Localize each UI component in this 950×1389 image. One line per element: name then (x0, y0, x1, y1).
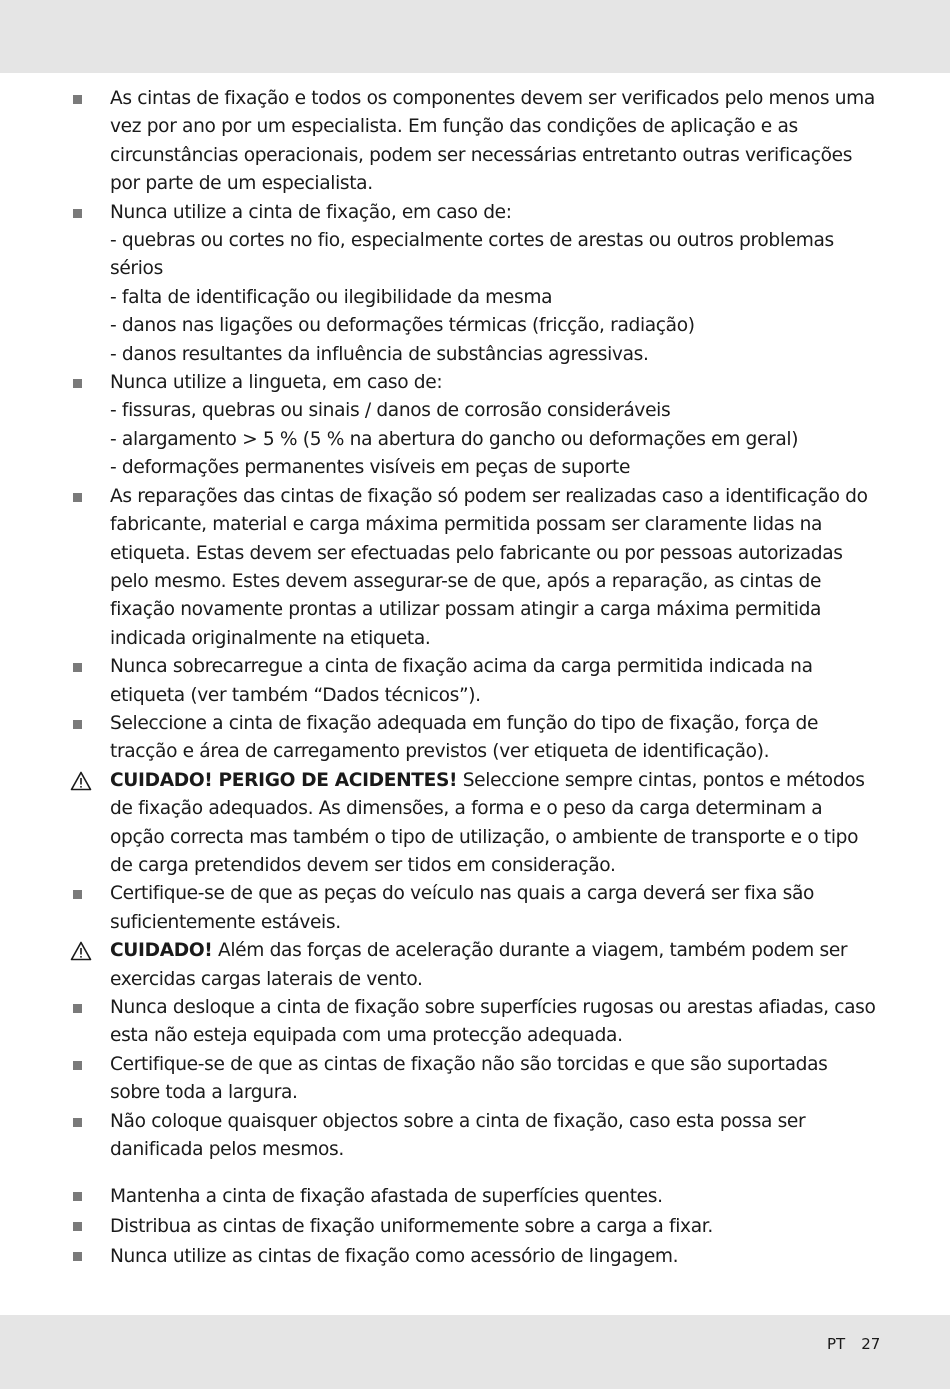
list-item (70, 1242, 882, 1272)
warning-triangle-icon (70, 941, 92, 961)
item-text: Nunca utilize a lingueta, em caso de: (110, 372, 443, 394)
square-bullet-icon (73, 890, 82, 899)
square-bullet-icon (73, 379, 82, 388)
list-item (70, 710, 882, 767)
warning-text: Além das forças de aceleração durante a viagem, também podem ser exercidas cargas laterais de vento. (110, 940, 848, 990)
warning-label: CUIDADO! (110, 940, 213, 962)
list-item (70, 483, 882, 653)
page-number: 27 (861, 1335, 881, 1353)
sub-item: - falta de identificação ou ilegibilidade da mesma (110, 286, 553, 308)
square-bullet-icon (73, 1192, 82, 1201)
list-item (70, 994, 882, 1051)
warning-item (70, 937, 882, 994)
item-text: As cintas de fixação e todos os componentes devem ser verificados pelo menos uma vez por ano por um especialista. Em função das condições de aplicação e as circunstâncias operacionais, podem ser necessárias entretanto outras verificações por parte de um especialista. (110, 88, 875, 195)
warning-text: Seleccione sempre cintas, pontos e métodos de fixação adequados. As dimensões, a forma e o peso da carga determinam a opção correcta mas também o tipo de utilização, o ambiente de transporte e o tipo de carga pretendidos devem ser tidos em consideração. (110, 769, 865, 876)
list-item (70, 369, 882, 483)
page-footer (827, 1335, 880, 1353)
sub-item: - alargamento > 5 % (5 % na abertura do gancho ou deformações em geral) (110, 428, 799, 450)
square-bullet-icon (73, 1061, 82, 1070)
header-band (0, 0, 950, 73)
list-item (70, 1108, 882, 1165)
square-bullet-icon (73, 1118, 82, 1127)
warning-triangle-icon (70, 771, 92, 791)
item-text: Nunca utilize a cinta de fixação, em caso de: (110, 201, 512, 223)
list-item (70, 85, 882, 199)
footer-band (0, 1315, 950, 1389)
list-item (70, 1212, 882, 1242)
item-text: Nunca sobrecarregue a cinta de fixação acima da carga permitida indicada na etiqueta (ver também “Dados técnicos”). (110, 656, 813, 706)
sub-item: - danos resultantes da influência de substâncias agressivas. (110, 343, 649, 365)
square-bullet-icon (73, 1222, 82, 1231)
list-item (70, 653, 882, 710)
square-bullet-icon (73, 209, 82, 218)
list-item (70, 880, 882, 937)
list-item (70, 1051, 882, 1108)
sub-item: - deformações permanentes visíveis em peças de suporte (110, 457, 631, 479)
item-text: Nunca desloque a cinta de fixação sobre superfícies rugosas ou arestas afiadas, caso esta não esteja equipada com uma protecção adequada. (110, 997, 876, 1047)
sub-item: - quebras ou cortes no fio, especialmente cortes de arestas ou outros problemas sérios (110, 230, 834, 280)
item-text: Certifique-se de que as peças do veículo nas quais a carga deverá ser fixa são suficientemente estáveis. (110, 883, 815, 933)
square-bullet-icon (73, 95, 82, 104)
item-text: Distribua as cintas de fixação uniformemente sobre a carga a fixar. (110, 1216, 713, 1238)
square-bullet-icon (73, 663, 82, 672)
list-item (70, 1182, 882, 1212)
item-text: Mantenha a cinta de fixação afastada de superfícies quentes. (110, 1186, 663, 1208)
item-text: Certifique-se de que as cintas de fixação não são torcidas e que são suportadas sobre toda a largura. (110, 1053, 828, 1104)
language-code: PT (827, 1335, 846, 1353)
sub-item: - fissuras, quebras ou sinais / danos de corrosão consideráveis (110, 400, 671, 422)
item-text: As reparações das cintas de fixação só podem ser realizadas caso a identificação do fabricante, material e carga máxima permitida possam ser claramente lidas na etiqueta. Estas devem ser efectuadas pelo fabricante ou por pessoas autorizadas pelo mesmo. Estes devem assegurar-se de que, após a reparação, as cintas de fixação novamente prontas a utilizar possam atingir a carga máxima permitida indicada originalmente na etiqueta. (110, 485, 868, 649)
list-item (70, 199, 882, 369)
warning-label: CUIDADO! PERIGO DE ACIDENTES! (110, 769, 458, 791)
sub-item: - danos nas ligações ou deformações térmicas (fricção, radiação) (110, 315, 695, 337)
square-bullet-icon (73, 1004, 82, 1013)
item-text: Seleccione a cinta de fixação adequada em função do tipo de fixação, força de tracção e área de carregamento previstos (ver etiqueta de identificação). (110, 712, 819, 763)
page-content (70, 85, 882, 1272)
square-bullet-icon (73, 1252, 82, 1261)
square-bullet-icon (73, 493, 82, 502)
warning-item (70, 767, 882, 881)
square-bullet-icon (73, 720, 82, 729)
item-text: Nunca utilize as cintas de fixação como acessório de lingagem. (110, 1246, 679, 1268)
item-text: Não coloque quaisquer objectos sobre a cinta de fixação, caso esta possa ser danificada pelos mesmos. (110, 1110, 806, 1161)
